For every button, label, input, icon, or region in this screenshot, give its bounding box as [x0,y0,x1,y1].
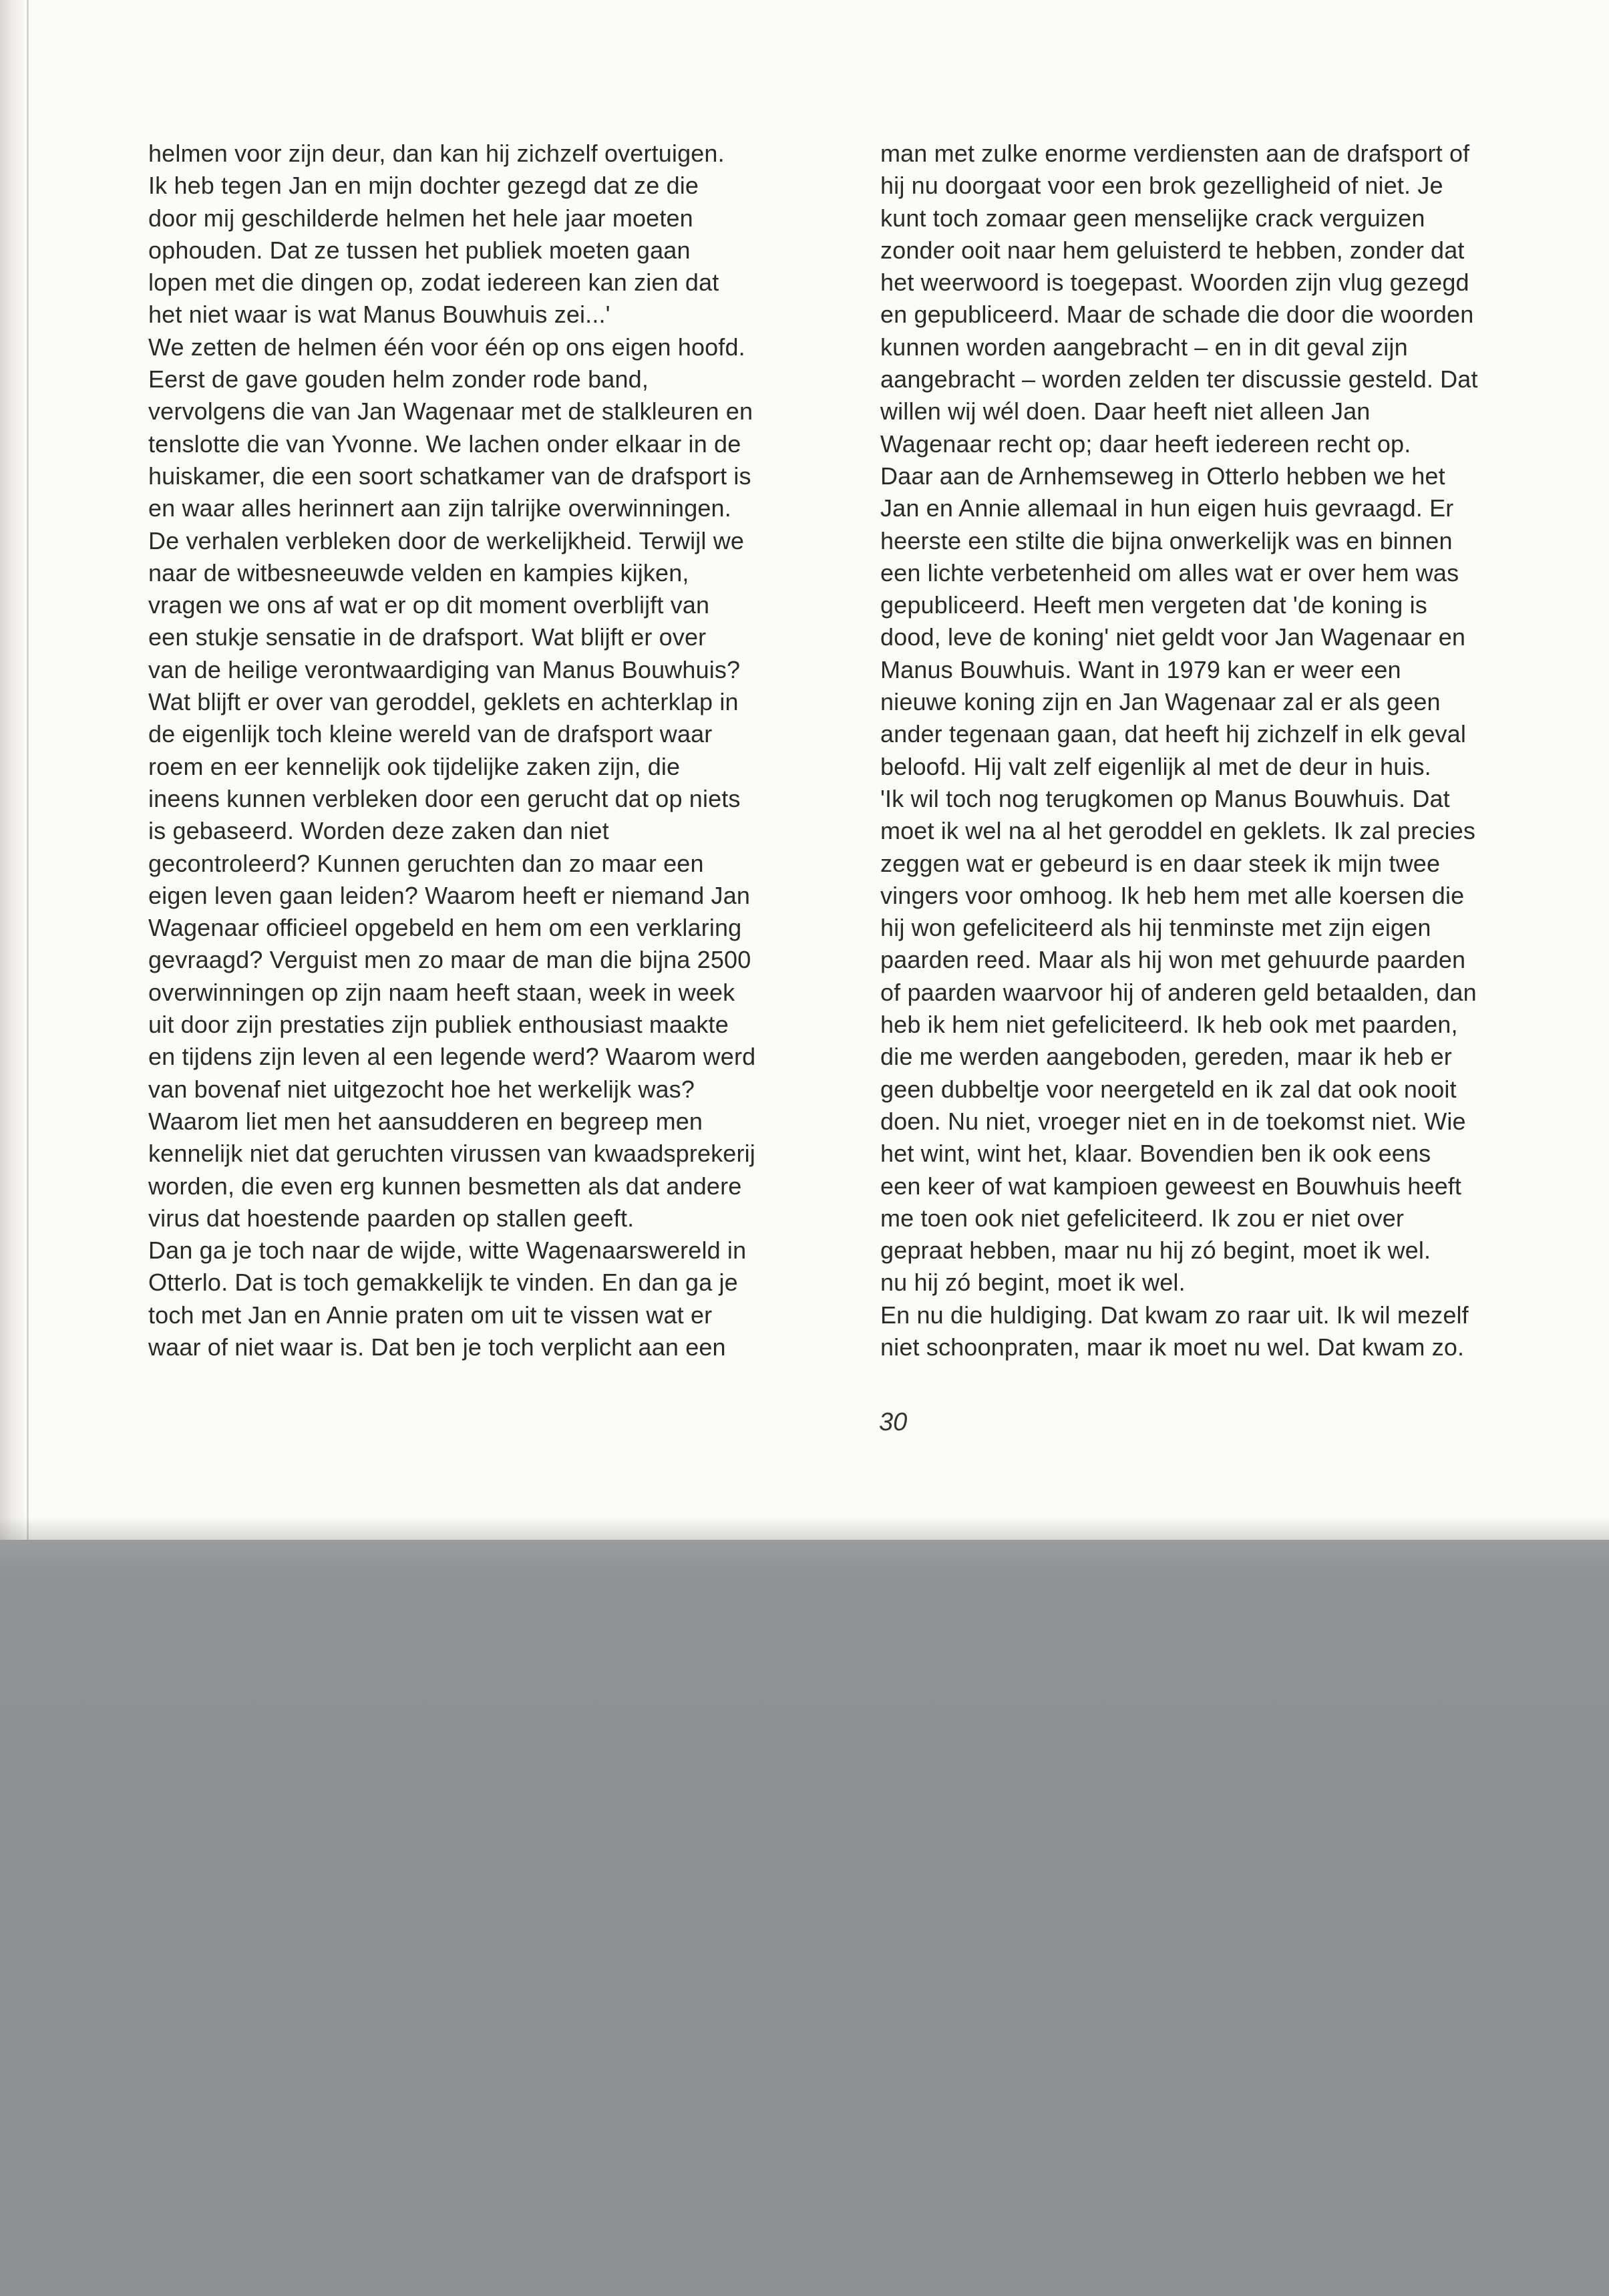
text-line: lopen met die dingen op, zodat iedereen kan zien dat [148,269,719,297]
page-spine-line [27,0,29,1540]
text-line: beloofd. Hij valt zelf eigenlijk al met de deur in huis. [880,752,1431,780]
page-spine-edge [0,0,24,1540]
text-line: toch met Jan en Annie praten om uit te vissen wat er [148,1301,713,1329]
text-line: kunt toch zomaar geen menselijke crack verguizen [880,204,1425,232]
text-line: door mij geschilderde helmen het hele jaar moeten [148,204,693,232]
text-line: eigen leven gaan leiden? Waarom heeft er niemand Jan [148,881,751,909]
text-line: Jan en Annie allemaal in hun eigen huis gevraagd. Er [880,494,1454,522]
right-text-column [880,138,1575,1363]
text-line: vragen we ons af wat er op dit moment overblijft van [148,591,710,619]
text-line: man met zulke enorme verdiensten aan de drafsport of [880,140,1470,167]
text-line: En nu die huldiging. Dat kwam zo raar uit. Ik wil mezelf [880,1301,1469,1329]
text-line: ineens kunnen verbleken door een gerucht dat op niets [148,784,741,812]
text-line: gecontroleerd? Kunnen geruchten dan zo maar een [148,849,704,877]
text-line: Dan ga je toch naar de wijde, witte Wagenaarswereld in [148,1237,747,1265]
text-line: of paarden waarvoor hij of anderen geld betaalden, dan [880,978,1477,1006]
text-line: ander tegenaan gaan, dat heeft hij zichzelf in elk geval [880,720,1467,748]
text-line: huiskamer, die een soort schatkamer van de drafsport is [148,462,751,490]
text-line: heb ik hem niet gefeliciteerd. Ik heb ook met paarden, [880,1011,1458,1039]
text-line: De verhalen verbleken door de werkelijkheid. Terwijl we [148,526,745,554]
text-line: en tijdens zijn leven al een legende werd? Waarom werd [148,1043,756,1071]
text-line: paarden reed. Maar als hij won met gehuurde paarden [880,946,1466,974]
text-line: Eerst de gave gouden helm zonder rode band, [148,365,649,393]
text-line: een lichte verbetenheid om alles wat er over hem was [880,558,1459,587]
text-line: me toen ook niet gefeliciteerd. Ik zou er niet over [880,1204,1405,1232]
text-line: nieuwe koning zijn en Jan Wagenaar zal er als geen [880,688,1441,716]
text-line: kunnen worden aangebracht – en in dit geval zijn [880,333,1408,361]
text-line: het weerwoord is toegepast. Woorden zijn vlug gezegd [880,269,1469,297]
text-line: kennelijk niet dat geruchten virussen van kwaadsprekerij [148,1140,755,1168]
text-line: uit door zijn prestaties zijn publiek enthousiast maakte [148,1011,729,1039]
text-line: van de heilige verontwaardiging van Manus Bouwhuis? [148,655,741,683]
text-line: ophouden. Dat ze tussen het publiek moeten gaan [148,236,691,264]
text-line: Wat blijft er over van geroddel, geklets en achterklap in [148,688,739,716]
text-line: roem en eer kennelijk ook tijdelijke zaken zijn, die [148,752,681,780]
text-line: is gebaseerd. Worden deze zaken dan niet [148,817,609,845]
text-line: 'Ik wil toch nog terugkomen op Manus Bouwhuis. Dat [880,784,1450,812]
text-line: vingers voor omhoog. Ik heb hem met alle koersen die [880,881,1465,909]
text-line: doen. Nu niet, vroeger niet en in de toekomst niet. Wie [880,1107,1466,1135]
text-line: zonder ooit naar hem geluisterd te hebben, zonder dat [880,236,1465,264]
text-line: willen wij wél doen. Daar heeft niet alleen Jan [880,397,1371,426]
text-line: het niet waar is wat Manus Bouwhuis zei...' [148,301,610,329]
text-line: dood, leve de koning' niet geldt voor Jan Wagenaar en [880,623,1466,651]
text-line: heerste een stilte die bijna onwerkelijk was en binnen [880,526,1453,554]
text-line: zeggen wat er gebeurd is en daar steek ik mijn twee [880,849,1441,877]
text-line: gepraat hebben, maar nu hij zó begint, moet ik wel. [880,1237,1431,1265]
text-line: vervolgens die van Jan Wagenaar met de stalkleuren en [148,397,753,426]
page-number: 30 [879,1408,908,1436]
page-bottom-shadow [0,1516,1609,1543]
text-line: Daar aan de Arnhemseweg in Otterlo hebben we het [880,462,1445,490]
text-line: van bovenaf niet uitgezocht hoe het werkelijk was? [148,1075,695,1103]
text-line: overwinningen op zijn naam heeft staan, week in week [148,978,735,1006]
text-line: nu hij zó begint, moet ik wel. [880,1269,1186,1297]
text-line: Wagenaar recht op; daar heeft iedereen recht op. [880,430,1411,458]
text-line: worden, die even erg kunnen besmetten als dat andere [148,1172,742,1200]
left-text-column [148,138,843,1363]
text-line: een stukje sensatie in de drafsport. Wat blijft er over [148,623,707,651]
text-line: We zetten de helmen één voor één op ons eigen hoofd. [148,333,745,361]
text-line: gepubliceerd. Heeft men vergeten dat 'de koning is [880,591,1427,619]
text-line: helmen voor zijn deur, dan kan hij zichzelf overtuigen. [148,140,725,167]
text-line: en waar alles herinnert aan zijn talrijke overwinningen. [148,494,731,522]
text-line: Ik heb tegen Jan en mijn dochter gezegd dat ze die [148,172,699,200]
text-line: gevraagd? Verguist men zo maar de man die bijna 2500 [148,946,751,974]
text-line: niet schoonpraten, maar ik moet nu wel. Dat kwam zo. [880,1333,1465,1361]
text-line: hij won gefeliciteerd als hij tenminste met zijn eigen [880,914,1431,942]
text-line: virus dat hoestende paarden op stallen geeft. [148,1204,635,1232]
text-line: Waarom liet men het aansudderen en begreep men [148,1107,703,1135]
text-line: moet ik wel na al het geroddel en geklets. Ik zal precies [880,817,1476,845]
text-line: de eigenlijk toch kleine wereld van de drafsport waar [148,720,713,748]
text-line: Otterlo. Dat is toch gemakkelijk te vinden. En dan ga je [148,1269,738,1297]
text-line: naar de witbesneeuwde velden en kampies kijken, [148,558,689,587]
book-cover-background [0,1540,1609,2296]
text-line: een keer of wat kampioen geweest en Bouwhuis heeft [880,1172,1462,1200]
text-line: hij nu doorgaat voor een brok gezelligheid of niet. Je [880,172,1443,200]
text-line: aangebracht – worden zelden ter discussie gesteld. Dat [880,365,1478,393]
text-line: die me werden aangeboden, gereden, maar ik heb er [880,1043,1452,1071]
text-line: en gepubliceerd. Maar de schade die door die woorden [880,301,1474,329]
text-line: geen dubbeltje voor neergeteld en ik zal dat ook nooit [880,1075,1457,1103]
text-line: Manus Bouwhuis. Want in 1979 kan er weer een [880,655,1401,683]
text-line: tenslotte die van Yvonne. We lachen onder elkaar in de [148,430,741,458]
text-line: waar of niet waar is. Dat ben je toch verplicht aan een [148,1333,726,1361]
text-line: het wint, wint het, klaar. Bovendien ben ik ook eens [880,1140,1431,1168]
text-line: Wagenaar officieel opgebeld en hem om een verklaring [148,914,742,942]
